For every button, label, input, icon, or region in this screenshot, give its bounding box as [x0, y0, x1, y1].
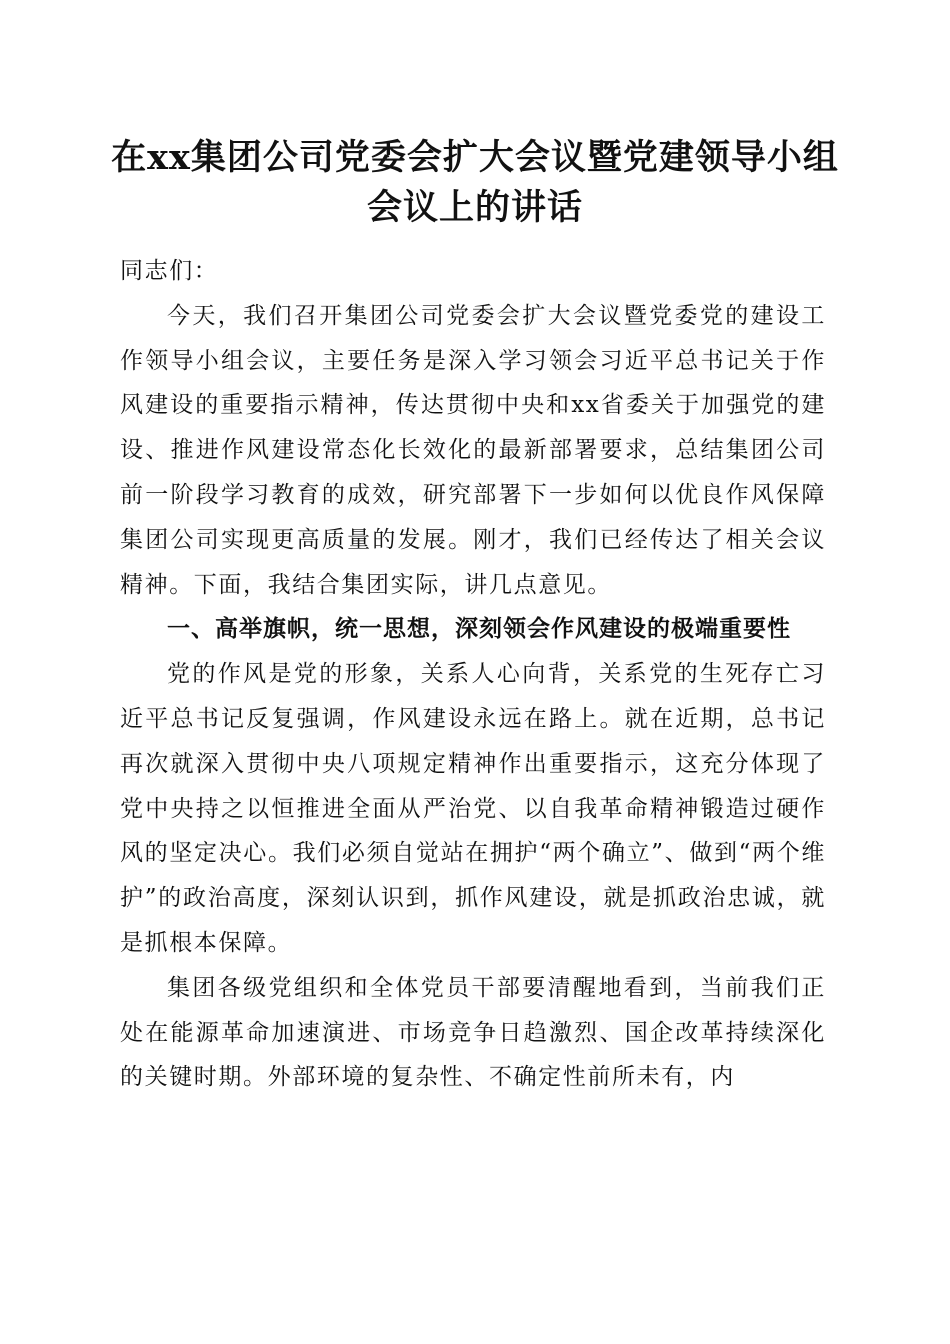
section-heading-1: 一、高举旗帜，统一思想，深刻领会作风建设的极端重要性: [167, 616, 791, 643]
salutation: 同志们：: [120, 258, 219, 284]
paragraph-current-situation: 集团各级党组织和全体党员干部要清醒地看到，当前我们正处在能源革命加速演进、市场竞争日趋激烈、国企改革持续深化的关键时期。外部环境的复杂性、不确定性前所未有，内: [120, 974, 826, 1091]
document-title: 在xx集团公司党委会扩大会议暨党建领导小组会议上的讲话: [111, 137, 839, 228]
paragraph-style-importance: 党的作风是党的形象，关系人心向背，关系党的生死存亡习近平总书记反复强调，作风建设永远在路上。就在近期，总书记再次就深入贯彻中央八项规定精神作出重要指示，这充分体现了党中央持之以恒推进全面从严治党、以自我革命精神锻造过硬作风的坚定决心。我们必须自觉站在拥护“两个确立”、做到“两个维护”的政治高度，深刻认识到，抓作风建设，就是抓政治忠诚，就是抓根本保障。: [120, 661, 826, 956]
document-body: [120, 249, 826, 1100]
paragraph-intro: 今天，我们召开集团公司党委会扩大会议暨党委党的建设工作领导小组会议，主要任务是深入学习领会习近平总书记关于作风建设的重要指示精神，传达贯彻中央和xx省委关于加强党的建设、推进作风建设常态化长效化的最新部署要求，总结集团公司前一阶段学习教育的成效，研究部署下一步如何以优良作风保障集团公司实现更高质量的发展。刚才，我们已经传达了相关会议精神。下面，我结合集团实际，讲几点意见。: [120, 302, 826, 598]
